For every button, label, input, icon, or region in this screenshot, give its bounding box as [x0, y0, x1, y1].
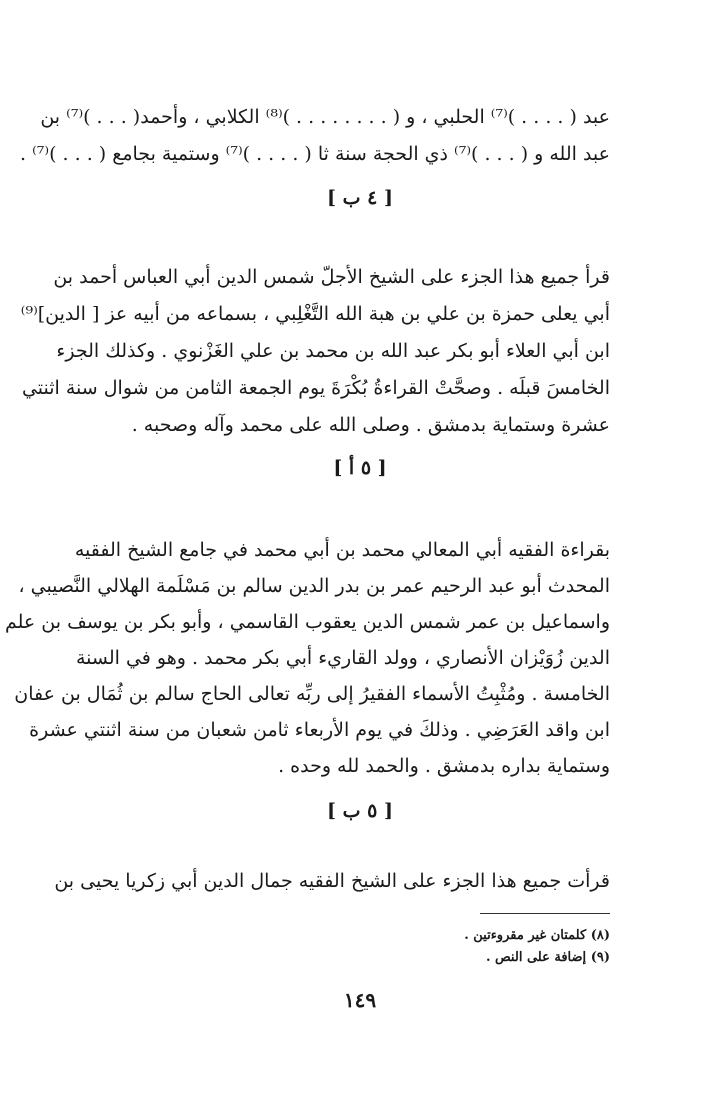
- footnote-8: (٨) كلمتان غير مقروءتين .: [464, 928, 610, 943]
- paragraph-1-line-2: عبد الله و ( . . . )⁽⁷⁾ ذي الحجة سنة ثا ( . . . . )⁽⁷⁾ وستمية بجامع ( . . . )⁽⁷⁾ .: [20, 143, 610, 165]
- paragraph-2-line-5: عشرة وستماية بدمشق . وصلى الله على محمد وآله وصحبه .: [131, 414, 610, 436]
- page-number: ١٤٩: [343, 988, 377, 1012]
- paragraph-3-line-1: بقراءة الفقيه أبي المعالي محمد بن أبي محمد في جامع الشيخ الفقيه: [74, 539, 610, 561]
- paragraph-3-line-4: الدين زُوَيْزان الأنصاري ، وولد القاريء أبي بكر محمد . وهو في السنة: [75, 647, 610, 669]
- paragraph-2-line-2: أبي يعلى حمزة بن علي بن هبة الله التَّغْلِبي ، بسماعه من أبيه عز [ الدين]⁽⁹⁾: [20, 303, 610, 325]
- footnote-divider: [480, 913, 610, 914]
- paragraph-4-line-1: قرأت جميع هذا الجزء على الشيخ الفقيه جمال الدين أبي زكريا يحيى بن: [54, 870, 610, 892]
- paragraph-3-line-2: المحدث أبو عبد الرحيم عمر بن بدر الدين سالم بن مَسْلَمة الهلالي النَّصيبي ،: [18, 575, 610, 597]
- folio-marker-5b: [ ٥ ب ]: [327, 800, 393, 822]
- paragraph-3-line-7: وستماية بداره بدمشق . والحمد لله وحده .: [278, 755, 610, 777]
- paragraph-1-line-1: عبد ( . . . . )⁽⁷⁾ الحلبي ، و ( . . . . . . . . )⁽⁸⁾ الكلابي ، وأحمد( . . . )⁽⁷⁾ بن: [40, 106, 610, 128]
- paragraph-2-line-4: الخامسَ قبلَه . وصحَّتْ القراءةُ بُكْرَةَ يوم الجمعة الثامن من شوال سنة اثنتي: [21, 377, 610, 399]
- folio-marker-4b: [ ٤ ب ]: [327, 187, 393, 209]
- paragraph-2-line-3: ابن أبي العلاء أبو بكر عبد الله بن محمد بن علي الغَزْنوي . وكذلك الجزء: [56, 340, 610, 362]
- footnote-9: (٩) إضافة على النص .: [485, 950, 610, 965]
- paragraph-2-line-1: قرأ جميع هذا الجزء على الشيخ الأجلّ شمس الدين أبي العباس أحمد بن: [53, 266, 610, 288]
- paragraph-3-line-3: واسماعيل بن عمر شمس الدين يعقوب القاسمي ، وأبو بكر بن يوسف بن علم: [5, 611, 610, 633]
- paragraph-3-line-5: الخامسة . ومُثْبِتُ الأسماء الفقيرُ إلى ربِّه تعالى الحاج سالم بن ثُمَال بن عفان: [14, 683, 610, 705]
- paragraph-3-line-6: ابن واقد العَرَضِي . وذلكَ في يوم الأربعاء ثامن شعبان من سنة اثنتي عشرة: [29, 719, 610, 741]
- folio-marker-5a: [ ٥ أ ]: [333, 457, 387, 479]
